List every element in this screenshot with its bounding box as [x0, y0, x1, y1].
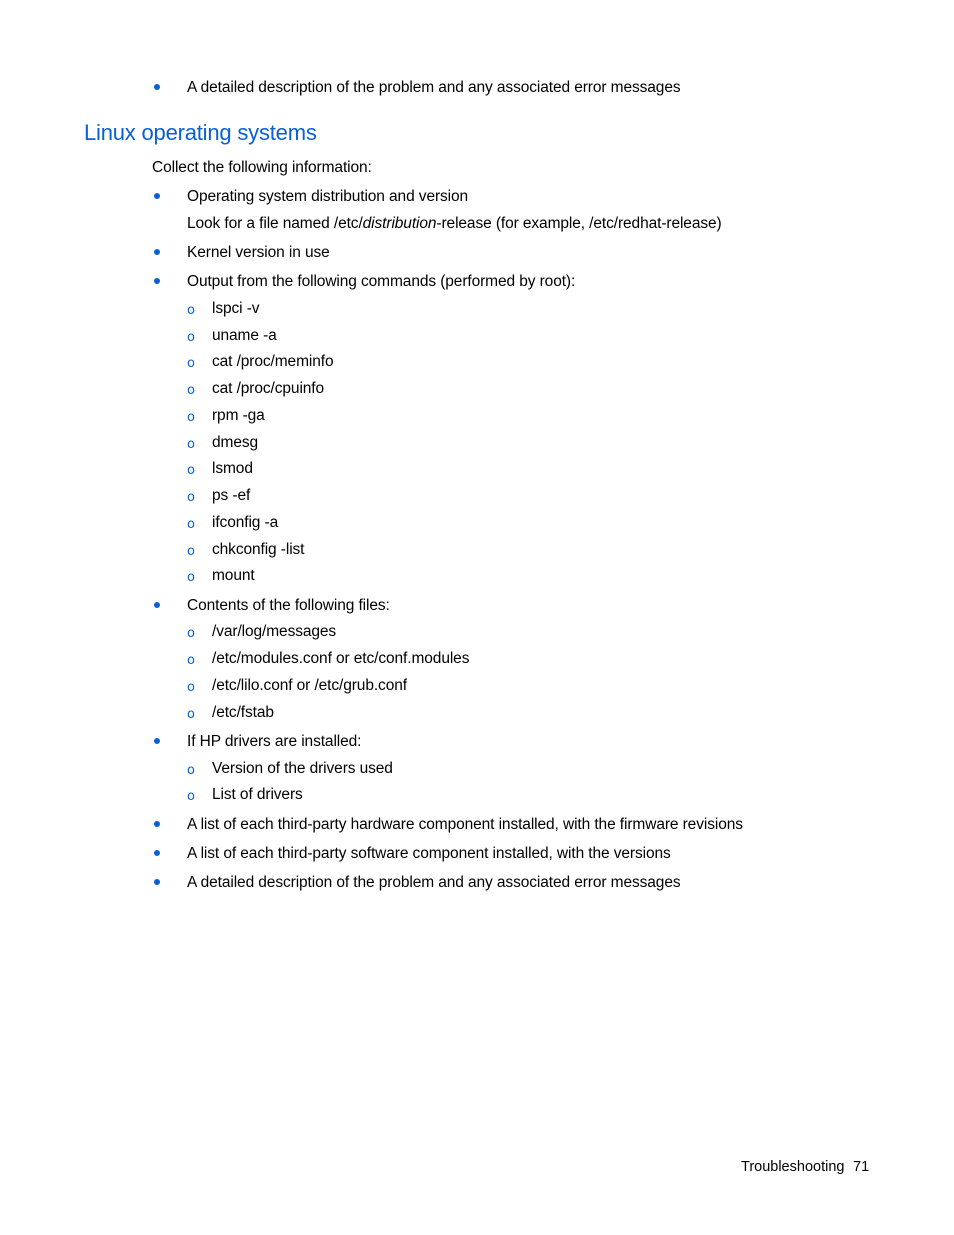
os-note-italic: distribution	[362, 215, 437, 232]
sub-bullet-icon: o	[187, 763, 195, 778]
sub-bullet-icon: o	[187, 626, 195, 641]
bullet-icon	[154, 84, 160, 90]
sub-bullet-icon: o	[187, 383, 195, 398]
bullet-icon	[154, 850, 160, 856]
drivers-item-label: If HP drivers are installed:	[187, 733, 362, 750]
sub-bullet-icon: o	[187, 356, 195, 371]
intro-bullet-text: A detailed description of the problem and any associated error messages	[187, 79, 681, 96]
bullet-icon	[154, 879, 160, 885]
command-item: dmesg	[212, 434, 259, 451]
command-item: ifconfig -a	[212, 514, 279, 531]
sub-bullet-icon: o	[187, 680, 195, 695]
intro-text: Collect the following information:	[152, 159, 372, 176]
kernel-item: Kernel version in use	[187, 244, 330, 261]
sub-bullet-icon: o	[187, 303, 195, 318]
final-bullet-text: A detailed description of the problem and any associated error messages	[187, 874, 681, 891]
sub-bullet-icon: o	[187, 517, 195, 532]
bullet-icon	[154, 821, 160, 827]
command-item: mount	[212, 567, 255, 584]
file-item: /etc/fstab	[212, 704, 274, 721]
page-number: 71	[853, 1159, 870, 1175]
sub-bullet-icon: o	[187, 437, 195, 452]
bullet-icon	[154, 602, 160, 608]
driver-item: List of drivers	[212, 786, 303, 803]
command-item: lsmod	[212, 460, 253, 477]
footer-section: Troubleshooting	[741, 1159, 845, 1175]
command-item: chkconfig -list	[212, 541, 305, 558]
bullet-icon	[154, 249, 160, 255]
os-item-label: Operating system distribution and version	[187, 188, 469, 205]
command-item: cat /proc/meminfo	[212, 353, 334, 370]
sub-bullet-icon: o	[187, 789, 195, 804]
sub-bullet-icon: o	[187, 490, 195, 505]
bullet-icon	[154, 278, 160, 284]
file-item: /var/log/messages	[212, 623, 337, 640]
driver-item: Version of the drivers used	[212, 760, 393, 777]
sub-bullet-icon: o	[187, 570, 195, 585]
os-item-note	[187, 214, 722, 234]
file-item: /etc/lilo.conf or /etc/grub.conf	[212, 677, 407, 694]
files-item-label: Contents of the following files:	[187, 597, 390, 614]
sub-bullet-icon: o	[187, 410, 195, 425]
software-item: A list of each third-party software component installed, with the versions	[187, 845, 671, 862]
sub-bullet-icon: o	[187, 653, 195, 668]
os-note-prefix: Look for a file named /etc/	[187, 215, 363, 232]
command-item: ps -ef	[212, 487, 251, 504]
command-item: cat /proc/cpuinfo	[212, 380, 325, 397]
file-item: /etc/modules.conf or etc/conf.modules	[212, 650, 470, 667]
section-heading: Linux operating systems	[84, 120, 317, 145]
command-item: rpm -ga	[212, 407, 265, 424]
command-item: uname -a	[212, 327, 277, 344]
commands-item-label: Output from the following commands (performed by root):	[187, 273, 576, 290]
sub-bullet-icon: o	[187, 463, 195, 478]
command-item: lspci -v	[212, 300, 260, 317]
os-note-suffix: -release (for example, /etc/redhat-release)	[436, 215, 722, 232]
sub-bullet-icon: o	[187, 707, 195, 722]
sub-bullet-icon: o	[187, 330, 195, 345]
bullet-icon	[154, 738, 160, 744]
sub-bullet-icon: o	[187, 544, 195, 559]
bullet-icon	[154, 193, 160, 199]
hardware-item: A list of each third-party hardware component installed, with the firmware revisions	[187, 816, 743, 833]
